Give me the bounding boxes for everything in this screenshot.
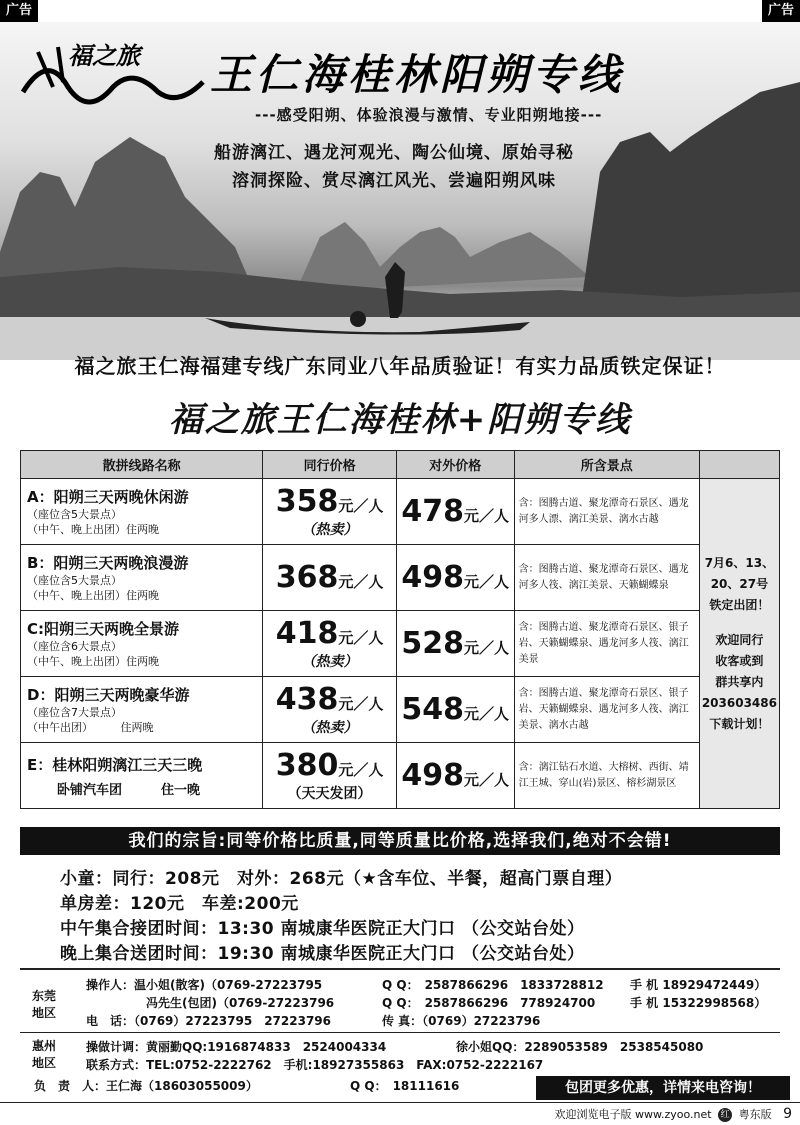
price-unit: 元／人 <box>338 695 384 713</box>
dg-qq-1: Q Q： 2587866296 1833728812 <box>382 978 604 992</box>
price-unit: 元／人 <box>338 497 384 515</box>
dg-phone: 电 话：（0769）27223795 27223796 <box>86 1014 331 1028</box>
route-name-cell <box>21 743 263 809</box>
header-note <box>699 451 779 479</box>
dg-fax: 传 真：（0769）27223796 <box>382 1014 541 1028</box>
hz-contact: 联系方式：TEL:0752-2222762 手机:18927355863 FAX:0752-2222167 <box>86 1058 544 1072</box>
route-name-cell <box>21 677 263 743</box>
header-route-name: 散拼线路名称 <box>21 451 263 479</box>
price-unit: 元／人 <box>464 507 510 525</box>
quality-banner: 福之旅王仁海福建专线广东同业八年品质验证！有实力品质铁定保证！ <box>74 354 726 378</box>
public-price-cell <box>396 479 514 545</box>
peer-price-cell <box>263 479 397 545</box>
route-title: E：桂林阳朔漓江三天三晚 <box>27 755 203 774</box>
note-line: 7月6、13、 <box>704 555 775 570</box>
slogan: ---感受阳朔、体验浪漫与激情、专业阳朔地接--- <box>255 106 603 124</box>
noon-meeting-time: 中午集合接团时间：13:30 南城康华医院正大门口 （公交站台处） <box>60 919 585 939</box>
route-banner: 福之旅王仁海桂林+阳朔专线 <box>168 400 632 440</box>
public-price: 548 <box>401 692 465 727</box>
route-name-cell <box>21 545 263 611</box>
spots-cell: 含：图腾古道、聚龙潭奇石景区、银子岩、天籁蝴蝶泉、遇龙河多人筏、漓江美景、漓水古越 <box>514 677 699 743</box>
peer-price: 358 <box>275 484 339 519</box>
route-schedule: （中午、晚上出团）住两晚 <box>27 589 159 602</box>
header-spots: 所含景点 <box>514 451 699 479</box>
route-schedule: 卧铺汽车团 住一晚 <box>57 782 201 798</box>
hot-tag: （热卖） <box>301 654 358 670</box>
peer-price-cell <box>263 611 397 677</box>
dg-operator-2: 冯先生(包团)（0769-27223796 <box>146 996 335 1010</box>
table-row <box>21 743 780 809</box>
spots-cell: 含：图腾古道、聚龙潭奇石景区、银子岩、天籁蝴蝶泉、遇龙河多人筏、漓江美景 <box>514 611 699 677</box>
public-price-cell <box>396 611 514 677</box>
price-unit: 元／人 <box>338 761 384 779</box>
note-line: 下载计划！ <box>709 716 770 731</box>
brand-name: 福之旅 <box>68 41 140 70</box>
main-title: 王仁海桂林阳朔专线 <box>210 50 625 99</box>
hz-operator: 操做计调：黄丽勤QQ:1916874833 2524004334 <box>86 1040 387 1054</box>
website-text: 欢迎浏览电子版 www.zyoo.net <box>554 1108 712 1121</box>
spots-cell: 含：图腾古道、聚龙潭奇石景区、遇龙河多人筏、漓江美景、天籁蝴蝶泉 <box>514 545 699 611</box>
contact-section <box>20 968 780 1075</box>
table-header-row <box>21 451 780 479</box>
daily-tag: （天天发团） <box>287 786 372 802</box>
dongguan-region-label: 东莞 地区 <box>32 989 57 1020</box>
price-unit: 元／人 <box>338 629 384 647</box>
route-seats: （座位含5大景点） <box>27 508 122 521</box>
price-unit: 元／人 <box>338 573 384 591</box>
public-price-cell <box>396 743 514 809</box>
hero-banner <box>0 22 800 360</box>
ad-label-right: 广告 <box>762 0 800 22</box>
contact-divider <box>20 1032 780 1033</box>
table-row <box>21 545 780 611</box>
route-title: A：阳朔三天两晚休闲游 <box>27 488 189 506</box>
public-price: 528 <box>401 626 465 661</box>
peer-price-cell <box>263 545 397 611</box>
note-line: 20、27号 <box>710 576 769 591</box>
route-title: D：阳朔三天两晚豪华游 <box>27 686 190 704</box>
header-peer-price: 同行价格 <box>263 451 397 479</box>
route-schedule: （中午、晚上出团）住两晚 <box>27 655 159 668</box>
peer-price: 380 <box>275 748 339 783</box>
route-title: C:阳朔三天两晚全景游 <box>27 620 180 638</box>
note-line: 群共享内 <box>715 674 764 689</box>
public-price: 498 <box>401 758 465 793</box>
highlight-line-1: 船游漓江、遇龙河观光、陶公仙境、原始寻秘 <box>214 143 574 163</box>
ad-label-left: 广告 <box>0 0 38 22</box>
note-line: 欢迎同行 <box>715 632 764 647</box>
note-line: 203603486 <box>701 695 777 710</box>
dg-qq-2: Q Q： 2587866296 778924700 <box>382 996 596 1010</box>
supplement-price: 单房差：120元 车差:200元 <box>60 894 299 914</box>
brand-mark-icon: 红 <box>718 1108 732 1122</box>
table-row <box>21 677 780 743</box>
huizhou-region-label: 惠州 地区 <box>32 1039 57 1070</box>
dg-mobile-2: 手 机 15322998568） <box>630 996 767 1010</box>
page-footer <box>555 1106 793 1122</box>
route-name-cell <box>21 611 263 677</box>
public-price: 498 <box>401 560 465 595</box>
departure-note <box>699 479 779 809</box>
hot-tag: （热卖） <box>301 720 358 736</box>
owner-info: 负 责 人：王仁海（18603055009） <box>34 1079 258 1093</box>
edition-label: 粤东版 <box>738 1108 772 1121</box>
note-line: 铁定出团！ <box>709 597 770 612</box>
route-seats: （座位含7大景点） <box>27 706 122 719</box>
hz-operator-2: 徐小姐QQ：2289053589 2538545080 <box>456 1040 704 1054</box>
public-price-cell <box>396 545 514 611</box>
dg-operator-1: 操作人：温小姐(散客)（0769-27223795 <box>86 978 323 992</box>
dg-mobile-1: 手 机 18929472449） <box>630 978 767 992</box>
highlight-line-2: 溶洞探险、赏尽漓江风光、尝遍阳朔风味 <box>232 171 556 191</box>
promo-bar: 包团更多优惠，详情来电咨询！ <box>536 1076 790 1100</box>
header-public-price: 对外价格 <box>396 451 514 479</box>
table-row <box>21 611 780 677</box>
spots-cell: 含：漓江钻石水道、大榕树、西街、靖江王城、穿山(岩)景区、榕杉湖景区 <box>514 743 699 809</box>
page-number: 9 <box>783 1106 792 1122</box>
peer-price-cell <box>263 677 397 743</box>
peer-price: 368 <box>275 560 339 595</box>
price-unit: 元／人 <box>464 771 510 789</box>
spots-cell: 含：图腾古道、聚龙潭奇石景区、遇龙河多人漂、漓江美景、漓水古越 <box>514 479 699 545</box>
page-rule <box>0 1102 800 1103</box>
owner-qq: Q Q： 18111616 <box>350 1079 460 1093</box>
routes-table <box>20 450 780 809</box>
table-row <box>21 479 780 545</box>
motto-bar: 我们的宗旨:同等价格比质量,同等质量比价格,选择我们,绝对不会错! <box>20 827 780 855</box>
route-name-cell <box>21 479 263 545</box>
hot-tag: （热卖） <box>301 522 358 538</box>
route-title: B：阳朔三天两晚浪漫游 <box>27 554 189 572</box>
route-seats: （座位含5大景点） <box>27 574 122 587</box>
public-price: 478 <box>401 494 465 529</box>
note-line: 收客或到 <box>715 653 764 668</box>
price-unit: 元／人 <box>464 639 510 657</box>
route-seats: （座位含6大景点） <box>27 640 122 653</box>
evening-meeting-time: 晚上集合送团时间：19:30 南城康华医院正大门口 （公交站台处） <box>60 944 585 964</box>
public-price-cell <box>396 677 514 743</box>
peer-price-cell <box>263 743 397 809</box>
peer-price: 418 <box>275 616 339 651</box>
route-schedule: （中午出团） 住两晚 <box>27 721 154 734</box>
child-price: 小童：同行：208元 对外：268元（★含车位、半餐，超高门票自理） <box>60 869 623 889</box>
price-unit: 元／人 <box>464 573 510 591</box>
price-unit: 元／人 <box>464 705 510 723</box>
route-schedule: （中午、晚上出团）住两晚 <box>27 523 159 536</box>
peer-price: 438 <box>275 682 339 717</box>
